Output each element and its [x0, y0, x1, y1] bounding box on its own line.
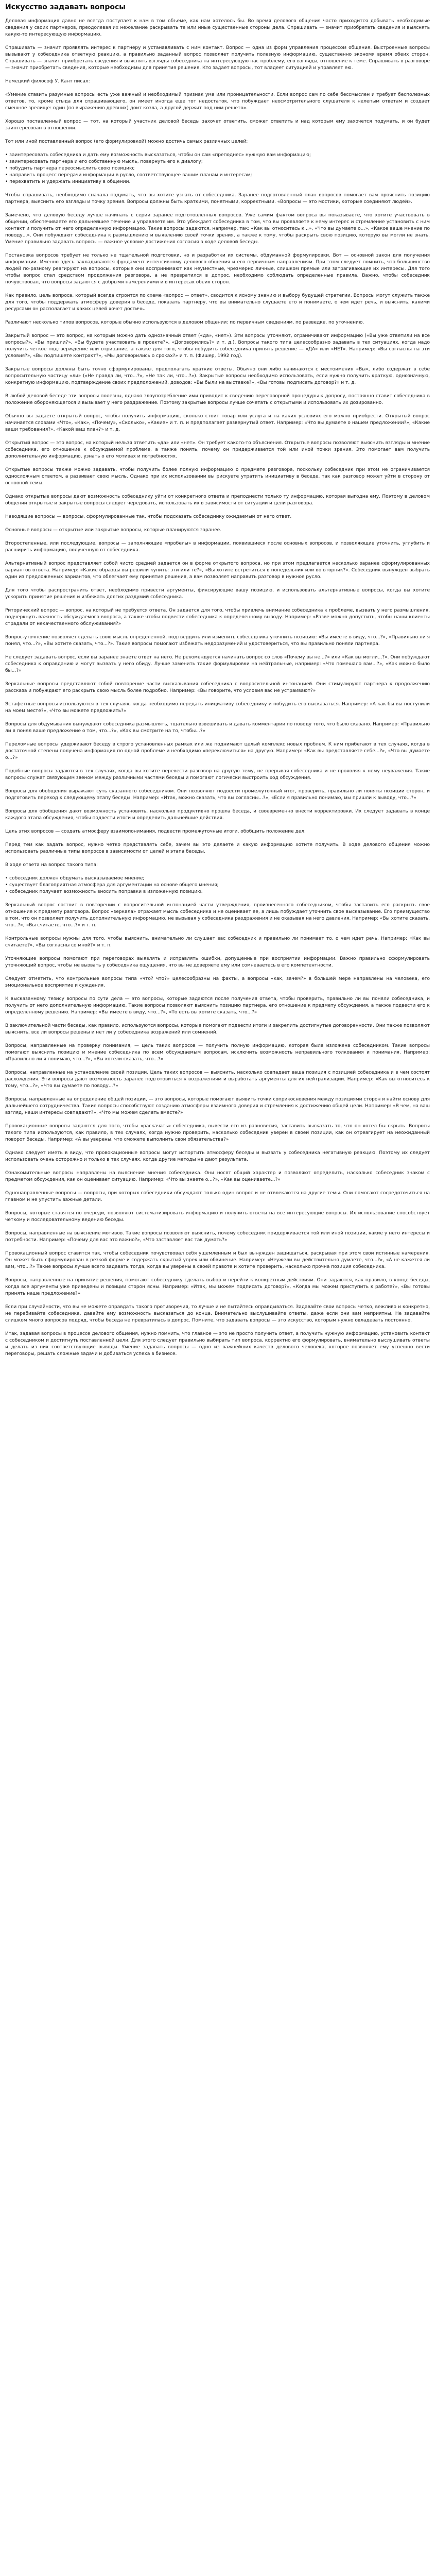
paragraph: Как правило, цель вопроса, который всегда строится по схеме «вопрос — ответ», сводится к ясному знанию и выбору будущей стратегии. Вопросы могут служить также для того, чтобы поддержать атмосферу доверия в беседе, показать партнеру, что вы внимательно слушаете его и понимаете, о чем идет речь, и выяснить, какими ресурсами он располагает и каких целей хочет достичь.: [5, 293, 430, 312]
paragraph: Контрольные вопросы нужны для того, чтобы выяснить, внимательно ли слушает вас собеседник и правильно ли понимает то, о чем идет речь. Например: «Как вы считаете?», «Вы согласны со мной?» и т. п.: [5, 936, 430, 948]
paragraph: Зеркальный вопрос состоит в повторении с вопросительной интонацией части утверждения, произнесенного собеседником, чтобы заставить его раскрыть свое отношение к предмету разговора. Вопрос «зеркала» отражает мысль собеседника и не оценивает ее, а лишь побуждает уточнить свое высказывание. Его преимущество в том, что он позволяет получить дополнительную информацию, не вызывая у собеседника раздражения и не оказывая на него давления. Например: «Вы хотите сказать, что...?», «Вы считаете, что...?» и т. п.: [5, 903, 430, 928]
paragraph: Альтернативный вопрос представляет собой чисто средней задается он в форме открытого вопроса, но при этом предлагается несколько заранее сформулированных вариантов ответа. Например: «Какие образцы вы решили купить: эти или те?», «Вы хотите встретиться в понедельник или во вторник?». Собеседник вынужден выбрать один из предложенных вариантов, что облегчает ему принятие решения, а вам позволяет направить разговор в нужное русло.: [5, 561, 430, 580]
paragraph: Закрытый вопрос — это вопрос, на который можно дать однозначный ответ («да», «нет»). Эти вопросы уточняют, ограничивают информацию («Вы уже ответили на все вопросы?», «Вы пришли?», «Вы будете участвовать в проекте?», «Договорились?» и т. д.). Вопросы такого типа целесообразно задавать в тех ситуациях, когда надо получить четкое подтверждение или отрицание, а также для того, чтобы побудить собеседника принять решение — «ДА» или «НЕТ». Например: «Вы согласны на эти условия?», «Вы подпишете контракт?», «Мы договорились о сроках?» и т. п. (Фишер, 1992 год).: [5, 333, 430, 359]
paragraph: Итак, задавая вопросы в процессе делового общения, нужно помнить, что главное — это не просто получить ответ, а получить нужную информацию, установить контакт с собеседником и достигнуть поставленной цели. Для этого следует правильно выбирать тип вопроса, корректно его формулировать, внимательно выслушивать ответы и делать из них соответствующие выводы. Умение задавать вопросы — одно из важнейших качеств делового человека, которое позволяет ему успешно вести переговоры, решать сложные задачи и добиваться успеха в бизнесе.: [5, 1331, 430, 1357]
paragraph: Перед тем как задать вопрос, нужно четко представлять себе, зачем вы это делаете и какую информацию хотите получить. В ходе делового общения можно использовать различные типы вопросов в зависимости от целей и этапа беседы.: [5, 842, 430, 854]
paragraph: Подобные вопросы задаются в тех случаях, когда вы хотите перевести разговор на другую тему, не прерывая собеседника и не проявляя к нему неуважения. Такие вопросы служат связующим звеном между различными частями беседы и помогают логически выстроить ход обсуждения.: [5, 769, 430, 781]
paragraph: Чтобы спрашивать, необходимо сначала подумать, что вы хотите узнать от собеседника. Заранее подготовленный план вопросов помогает вам прояснить позицию партнера, выяснить его взгляды и точку зрения. Вопросы должны быть краткими, понятными, корректными. «Вопросы — это мостики, которые соединяют людей».: [5, 193, 430, 205]
bullet-item: • собеседник должен обдумать высказываемое мнение;: [5, 876, 145, 881]
paragraph: Вопрос-уточнение позволяет сделать свою мысль определенной, подтвердить или изменить собеседника уточнить позицию: «Вы имеете в виду, что...?», «Правильно ли я понял, что...?», «Вы хотите сказать, что...?». Такие вопросы помогают избежать недоразумений и удостовериться, что вы правильно поняли партнера.: [5, 635, 430, 647]
paragraph: Тот или иной поставленный вопрос (его формулировкой) можно достичь самых различных целей:: [5, 139, 248, 144]
paragraph: Открытые вопросы также можно задавать, чтобы получить более полную информацию о предмете разговора, поскольку собеседник при этом не ограничивается односложным ответом, а развивает свою мысль. Однако при их использовании вы рискуете утратить инициативу в беседе, так как разговор может уйти в сторону от основной темы.: [5, 467, 430, 486]
bullet-item: • существует благоприятная атмосфера для аргументации на основе общего мнения;: [5, 883, 219, 888]
paragraph: Следует отметить, что контрольные вопросы типа «что? что?» целесообразны на факты, а вопросы «как, зачем?» в большей мере направлены на человека, его эмоциональное восприятие и суждения.: [5, 976, 430, 988]
paragraph: Основные вопросы — открытые или закрытые вопросы, которые планируются заранее.: [5, 528, 222, 533]
article-title: Искусство задавать вопросы: [5, 3, 126, 11]
bullet-list: [5, 875, 430, 895]
paragraph: Зеркальные вопросы представляют собой повторение части высказывания собеседника с вопросительной интонацией. Они стимулируют партнера к продолжению рассказа и побуждают его раскрыть свою мысль более подробно. Например: «Вы говорите, что условия вас не устраивают?»: [5, 682, 430, 693]
paragraph: Хорошо поставленный вопрос — тот, на который участник деловой беседы захочет ответить, сможет ответить и над которым ему захочется подумать, и он будет заинтересован в отношении.: [5, 119, 430, 131]
paragraph: Для того чтобы распространить ответ, необходимо привести аргументы, фиксирующие вашу позицию, и использовать альтернативные вопросы, когда вы хотите ускорить принятие решения и избежать долгих раздумий собеседника.: [5, 588, 430, 600]
paragraph: «Умение ставить разумные вопросы есть уже важный и необходимый признак ума или проницательности. Если вопрос сам по себе бессмыслен и требует бесполезных ответов, то, кроме стыда для спрашивающего, он имеет иногда еще тот недостаток, что побуждает неосмотрительного слушателя к нелепым ответам и создает смешное зрелище: один (по выражению древних) доит козла, а другой держит под ним решето».: [5, 92, 430, 111]
paragraph: Вопросы, направленные на установление своей позиции. Цель таких вопросов — выяснить, насколько совпадает ваша позиция с позицией собеседника и в чем состоят расхождения. Эти вопросы дают возможность заранее подготовиться к возражениям и выработать аргументы для их нейтрализации. Например: «Как вы относитесь к тому, что...?», «Что вы думаете по поводу...?»: [5, 1070, 430, 1089]
paragraph: Немецкий философ У. Кант писал:: [5, 79, 90, 84]
paragraph: Вопросы, направленные на выяснение мотивов. Такие вопросы позволяют выяснить, почему собеседник придерживается той или иной позиции, какие у него интересы и потребности. Например: «Почему для вас это важно?», «Что заставляет вас так думать?»: [5, 1231, 430, 1243]
paragraph: В любой деловой беседе эти вопросы полезны, однако злоупотребление ими приводит к сведению переговорной процедуры к допросу, постоянно ставит собеседника в положение обороняющегося и вызывает у него раздражение. Поэтому закрытые вопросы лучше сочетать с открытыми и использовать их дозированно.: [5, 394, 430, 405]
paragraph: Провокационный вопрос ставится так, чтобы собеседник почувствовал себя ущемленным и был вынужден защищаться, раскрывая при этом свои истинные намерения. Он может быть сформулирован в резкой форме и содержать скрытый упрек или обвинение. Например: «Неужели вы действительно думаете, что...?», «А не кажется ли вам, что...?» Такие вопросы лучше всего задавать тогда, когда вы уверены в своей правоте и хотите проверить, насколько прочна позиция собеседника.: [5, 1251, 430, 1269]
paragraph: Вопросы для обобщения выражают суть сказанного собеседником. Они позволяют подвести промежуточный итог, проверить, правильно ли поняты позиции сторон, и подготовить переход к следующему этапу беседы. Например: «Итак, можно сказать, что вы согласны...?», «Если я правильно понимаю, мы пришли к выводу, что...?»: [5, 789, 430, 801]
paragraph: Эстафетные вопросы используются в тех случаях, когда необходимо передать инициативу собеседнику и побудить его высказаться. Например: «А как бы вы поступили на моем месте?», «Что вы можете предложить?»: [5, 702, 430, 714]
paragraph: Второстепенные, или последующие, вопросы — заполняющие «пробелы» в информации, появившиеся после основных вопросов, и позволяющие уточнить, углубить и расширить информацию, полученную от собеседника.: [5, 541, 430, 553]
article-body: [5, 18, 430, 1358]
paragraph: Ознакомительные вопросы направлены на выяснение мнения собеседника. Они носят общий характер и позволяют определить, насколько собеседник знаком с предметом обсуждения, как он оценивает ситуацию. Например: «Что вы знаете о...?», «Как вы оцениваете...?»: [5, 1171, 430, 1182]
paragraph: Различают несколько типов вопросов, которые обычно используются в деловом общении: по первичным сведениям, по разведке, по уточнению.: [5, 320, 364, 325]
paragraph: Деловая информация давно не всегда поступает к нам в том объеме, как нам хотелось бы. Во время делового общения часто приходится добывать необходимые сведения у своих партнеров, преодолевая их нежелание раскрывать те или иные существенные стороны дела. Спрашивать — значит приобретать сведения и выяснять какую-то интересующую информацию.: [5, 19, 430, 37]
paragraph: Наводящие вопросы — вопросы, сформулированные так, чтобы подсказать собеседнику ожидаемый от него ответ.: [5, 514, 292, 519]
paragraph: В ходе ответа на вопрос такого типа:: [5, 862, 98, 868]
bullet-item: • перехватить и удержать инициативу в общении.: [5, 179, 131, 184]
paragraph: Вопросы, направленные на определение общей позиции, — это вопросы, которые помогают выявить точки соприкосновения между позициями сторон и найти основу для дальнейшего сотрудничества. Такие вопросы способствуют созданию атмосферы взаимного доверия и стремления к достижению общей цели. Например: «В чем, на ваш взгляд, наши интересы совпадают?», «Что мы можем сделать вместе?»: [5, 1097, 430, 1115]
bullet-list: [5, 152, 430, 185]
paragraph: Вопросы, направленные на проверку понимания, — цель таких вопросов — получить полную информацию, которая была изложена собеседником. Такие вопросы помогают выяснить позицию и мнение собеседника по всем обсуждаемым вопросам, исключить возможность неправильного толкования и понимания. Например: «Правильно ли я понимаю, что...?», «Вы хотели сказать, что...?»: [5, 1043, 430, 1062]
paragraph: Риторический вопрос — вопрос, на который не требуется ответа. Он задается для того, чтобы привлечь внимание собеседника к проблеме, вызвать у него размышления, подчеркнуть важность обсуждаемого вопроса, а также чтобы подвести собеседника к определенному выводу. Например: «Разве можно допустить, чтобы наши клиенты страдали от некачественного обслуживания?»: [5, 608, 430, 626]
paragraph: К высказанному тезису вопросы по сути дела — это вопросы, которые задаются после получения ответа, чтобы проверить, правильно ли вы поняли собеседника, и получить от него дополнительную информацию. Такие вопросы позволяют выяснить позицию партнера, его отношение к предмету обсуждения, а также подвести его к определенному решению. Например: «Вы имеете в виду, что...?», «То есть вы хотите сказать, что...?»: [5, 996, 430, 1015]
paragraph: Вопросы, которые ставятся по очереди, позволяют систематизировать информацию и получить ответы на все интересующие вопросы. Их использование способствует четкому и последовательному ведению беседы.: [5, 1211, 430, 1223]
paragraph: Переломные вопросы удерживают беседу в строго установленных рамках или же поднимают целый комплекс новых проблем. К ним прибегают в тех случаях, когда в достаточной степени получена информация по одной проблеме и необходимо «переключиться» на другую. Например: «Как вы представляете себе...?», «Что вы думаете о...?»: [5, 742, 430, 760]
paragraph: Постановка вопросов требует не только не тщательной подготовки, но и разработки их системы, обдуманной формулировки. Вот — основной закон для получения информации. Именно здесь закладываются фундамент интенсивному делового общения и его первичным направлениям. При этом следует помнить, что большинство людей по-разному реагируют на вопросы, которые они воспринимают как неуместные, чрезмерно личные, слишком прямые или затрагивающие их интересы. Для того чтобы вопрос стал средством продолжения разговора, а не превратился в допрос, необходимо соблюдать определенные правила. Важно, чтобы собеседник почувствовал, что вопросы задаются с добрыми намерениями и в интересах обеих сторон.: [5, 253, 430, 285]
bullet-item: • собеседник получает возможность вносить поправки в изложенную позицию.: [5, 889, 203, 894]
paragraph: Однако следует иметь в виду, что провокационные вопросы могут испортить атмосферу беседы и вызвать у собеседника негативную реакцию. Поэтому их следует использовать очень осторожно и только в тех случаях, когда другие методы не дают результата.: [5, 1150, 430, 1162]
paragraph: Обычно вы задаете открытый вопрос, чтобы получить информацию, сколько стоит товар или услуга и на каких условиях его можно приобрести. Открытый вопрос начинается словами «Что», «Как», «Почему», «Сколько», «Какие» и т. п. и предполагает развернутый ответ. Например: «Что вы думаете о нашем предложении?», «Какие ваши требования?», «Какой ваш план?» и т. д.: [5, 414, 430, 432]
paragraph: Вопросы для обобщения дают возможность установить, насколько продуктивно прошла беседа, и своевременно внести корректировки. Их следует задавать в конце каждого этапа обсуждения, чтобы подвести итоги и определить дальнейшие действия.: [5, 809, 430, 821]
paragraph: Не следует задавать вопрос, если вы заранее знаете ответ на него. Не рекомендуется начинать вопрос со слов «Почему вы не...?» или «Как вы могли...?». Они побуждают собеседника к оправданию и могут вызвать у него обиду. Лучше заменить такие формулировки на нейтральные, например: «Что помешало вам...?», «Как можно было бы...?»: [5, 655, 430, 673]
bullet-item: • побудить партнера переосмыслить свою позицию;: [5, 166, 135, 171]
bullet-item: • направить процесс передачи информации в русло, соответствующее вашим планам и интересам;: [5, 173, 252, 178]
paragraph: Вопросы, направленные на принятие решения, помогают собеседнику сделать выбор и перейти к конкретным действиям. Они задаются, как правило, в конце беседы, когда все аргументы уже приведены и позиции сторон ясны. Например: «Итак, мы можем подписать договор?», «Когда мы можем приступить к работе?», «Вы готовы принять наше предложение?»: [5, 1278, 430, 1296]
paragraph: Вопросы для обдумывания вынуждают собеседника размышлять, тщательно взвешивать и давать комментарии по поводу того, что было сказано. Например: «Правильно ли я понял ваше предложение о том, что...?», «Как вы смотрите на то, чтобы...?»: [5, 722, 430, 734]
paragraph: Уточняющие вопросы помогают при переговорах выявлять и исправлять ошибки, допущенные при восприятии информации. Важно правильно сформулировать уточняющий вопрос, чтобы не вызвать у собеседника ощущения, что вы не доверяете ему или сомневаетесь в его компетентности.: [5, 956, 430, 968]
paragraph: Спрашивать — значит проявлять интерес к партнеру и устанавливать с ним контакт. Вопрос — одна из форм управления процессом общения. Выстроенные вопросы вызывают у собеседника ответную реакцию, а правильно заданный вопрос позволяет получить полезную информацию, существенно экономя время обеих сторон. Спрашивать — значит приобретать сведения и выяснять взгляды собеседника на интересующую нас проблему, его взгляды, отношение к теме. Спрашивать в разговоре — значит приобретать сведения, которые необходимы для принятия решения. Кто задает вопросы, тот владеет ситуацией и управляет ею.: [5, 45, 430, 71]
paragraph: Однонаправленные вопросы — вопросы, при которых собеседники обсуждают только один вопрос и не отвлекаются на другие темы. Они помогают сосредоточиться на главном и не упустить важные детали.: [5, 1191, 430, 1202]
paragraph: Цель этих вопросов — создать атмосферу взаимопонимания, подвести промежуточные итоги, обобщить положение дел.: [5, 829, 306, 834]
paragraph: Открытый вопрос — это вопрос, на который нельзя ответить «да» или «нет». Он требует какого-то объяснения. Открытые вопросы позволяют выяснить взгляды и мнение собеседника, его отношение к обсуждаемой проблеме, а также понять, почему он придерживается той или иной точки зрения. Это помогает вам получить дополнительную информацию, узнать о его мотивах и потребностях.: [5, 440, 430, 459]
paragraph: Закрытые вопросы должны быть точно сформулированы, предполагать краткие ответы. Обычно они либо начинаются с местоимения «Вы», либо содержат в себе вопросительную частицу «ли» («Не правда ли, что...?», «Не так ли, что...?»). Закрытые вопросы необходимо использовать, если нужно получить краткую, однозначную, конкретную информацию, подтверждение своих предположений, доводов: «Вы были на выставке?», «Вы готовы подписать договор?» и т. д.: [5, 367, 430, 385]
paragraph: Если при случайности, что вы не можете оправдать такого противоречия, то лучше и не пытайтесь оправдываться. Задавайте свои вопросы четко, вежливо и конкретно, не перебивайте собеседника, давайте ему возможность высказаться до конца. Внимательно выслушивайте ответы, даже если они вам неприятны. Не задавайте слишком много вопросов подряд, чтобы беседа не превратилась в допрос. Помните, что задавать вопросы — это искусство, которым нужно овладевать постоянно.: [5, 1304, 430, 1323]
paragraph: Провокационные вопросы задаются для того, чтобы «раскачать» собеседника, вывести его из равновесия, заставить высказать то, что он хотел бы скрыть. Вопросы такого типа используются, как правило, в тех случаях, когда нужно проверить, насколько собеседник уверен в своей позиции, как он отреагирует на неожиданный поворот беседы. Например: «А вы уверены, что сможете выполнить свои обязательства?»: [5, 1124, 430, 1142]
paragraph: Однако открытые вопросы дают возможность собеседнику уйти от конкретного ответа и преподнести только ту информацию, которая выгодна ему. Поэтому в деловом общении открытые и закрытые вопросы следует чередовать, использовать их в зависимости от ситуации и цели разговора.: [5, 494, 430, 506]
bullet-item: • заинтересовать собеседника и дать ему возможность высказаться, чтобы он сам «преподнес» нужную вам информацию;: [5, 152, 311, 158]
paragraph: В заключительной части беседы, как правило, используются вопросы, которые помогают подвести итоги и закрепить достигнутые договоренности. Они также позволяют выяснить, все ли вопросы решены и нет ли у собеседника возражений или сомнений.: [5, 1023, 430, 1035]
bullet-item: • заинтересовать партнера и его собственную мысль, повернуть его к диалогу;: [5, 159, 203, 164]
paragraph: Замечено, что деловую беседу лучше начинать с серии заранее подготовленных вопросов. Уже самим фактом вопроса вы показываете, что хотите участвовать в общении, обеспечиваете его дальнейшее течение и управляете им. Это убеждает собеседника в том, что вы проявляете к нему интерес и стремление установить с ним контакт и получить от него определенную информацию. Такие вопросы задаются, например, так: «Как вы относитесь к...», «Что вы думаете о...», «Какое ваше мнение по поводу...». Они побуждают собеседника к размышлению и выявлению своей точки зрения, а также к тому, чтобы раскрыть свою позицию, которую вы могли не знать. Умение правильно задавать вопросы — важное условие достижения согласия в ходе деловой беседы.: [5, 213, 430, 245]
